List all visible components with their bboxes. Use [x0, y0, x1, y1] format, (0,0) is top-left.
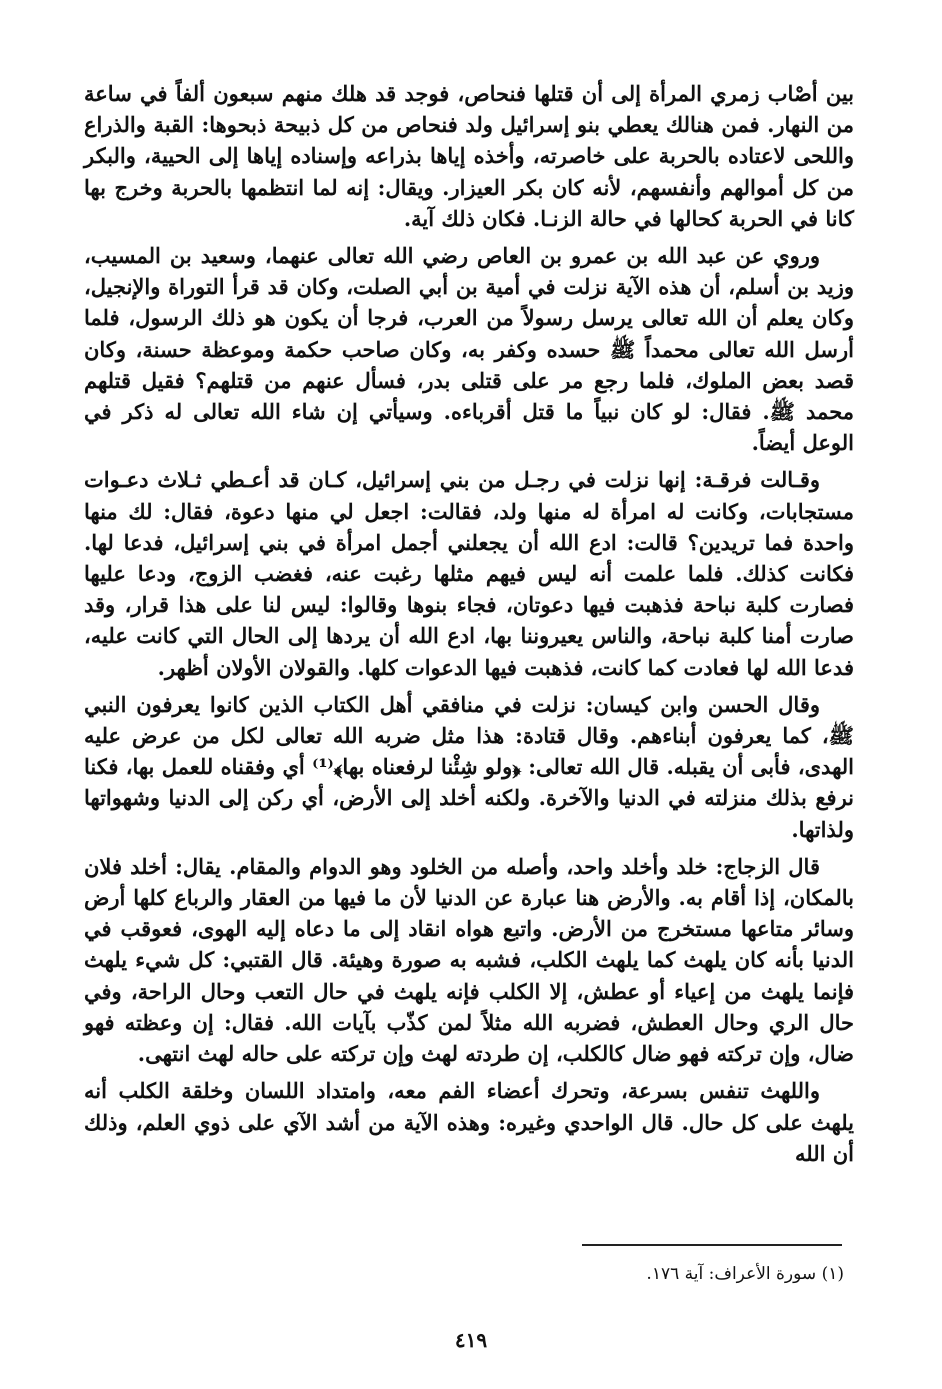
paragraph-3: وقـالت فرقـة: إنها نزلت في رجـل من بني إسرائيل، كـان قد أعـطي ثـلاث دعـوات مستجابات، وكانت له امرأة له منها ولد، فقالت: اجعل لي منها دعوة، فقال: لك منها واحدة فما تريدين؟ قالت: ادع الله أن يجعلني أجمل امرأة في بني إسرائيل، فدعا لها. فكانت كذلك. فلما علمت أنه ليس فيهم مثلها رغبت عنه، فغضب الزوج، ودعا عليها فصارت كلبة نباحة فذهبت فيها دعوتان، فجاء بنوها وقالوا: ليس لنا على هذا قرار، وقد صارت أمنا كلبة نباحة، والناس يعيروننا بها، ادع الله أن يردها إلى الحال التي كانت عليه، فدعا الله لها فعادت كما كانت، فذهبت فيها الدعوات كلها. والقولان الأولان أظهر.	[84, 467, 854, 680]
paragraph-5: قال الزجاج: خلد وأخلد واحد، وأصله من الخلود وهو الدوام والمقام. يقال: أخلد فلان بالمكان، إذا أقام به. والأرض هنا عبارة عن الدنيا لأن ما فيها من العقار والرباع كلها أرض وسائر متاعها مستخرج من الأرض. واتبع هواه انقاد إلى ما دعاه إليه الهوى، فعوقب في الدنيا بأنه كان يلهث كما يلهث الكلب، فشبه به صورة وهيئة. قال القتبي: كل شيء يلهث فإنما يلهث من إعياء أو عطش، إلا الكلب فإنه يلهث في حال التعب وحال الراحة، وفي حال الري وحال العطش، فضربه الله مثلاً لمن كذّب بآيات الله. فقال: إن وعظته فهو ضال، وإن تركته فهو ضال كالكلب، إن طردته لهث وإن تركته على حاله لهث انتهى.	[84, 853, 854, 1067]
page-number: ٤١٩	[454, 1328, 488, 1352]
paragraph-2: وروي عن عبد الله بن عمرو بن العاص رضي الله تعالى عنهما، وسعيد بن المسيب، وزيد بن أسلم، أن هذه الآية نزلت في أمية بن أبي الصلت، وكان قد قرأ التوراة والإنجيل، وكان يعلم أن الله تعالى يرسل رسولاً من العرب، فرجا أن يكون هو ذلك الرسول، فلما أرسل الله تعالى محمداً ﷺ حسده وكفر به، وكان صاحب حكمة وموعظة حسنة، وكان قصد بعض الملوك، فلما رجع مر على قتلى بدر، فسأل عنهم من قتلهم؟ فقيل قتلهم محمد ﷺ. فقال: لو كان نبياً ما قتل أقرباءه. وسيأتي إن شاء الله تعالى له ذكر في الوعل أيضاً.	[84, 243, 854, 456]
paragraph-4: وقال الحسن وابن كيسان: نزلت في منافقي أهل الكتاب الذين كانوا يعرفون النبي ﷺ، كما يعرفون أبناءهم. وقال قتادة: هذا مثل ضربه الله تعالى لكل من عرض عليه الهدى، فأبى أن يقبله. قال الله تعالى: ﴿ولو شِئْنا لرفعناه بها﴾⁽¹⁾ أي وفقناه للعمل بها، فكنا نرفع بذلك منزلته في الدنيا والآخرة. ولكنه أخلد إلى الأرض، أي ركن إلى الدنيا وشهواتها ولذاتها.	[84, 691, 854, 842]
footnote: (١) سورة الأعراف: آية ١٧٦.	[646, 1264, 844, 1284]
paragraph-6: واللهث تنفس بسرعة، وتحرك أعضاء الفم معه، وامتداد اللسان وخلقة الكلب أنه يلهث على كل حال. قال الواحدي وغيره: وهذه الآية من أشد الآي على ذوي العلم، وذلك أن الله	[84, 1078, 854, 1166]
page-body	[84, 78, 854, 1175]
paragraph-1: بين أصْاب زمري المرأة إلى أن قتلها فنحاص، فوجد قد هلك منهم سبعون ألفاً في ساعة من النهار. فمن هنالك يعطي بنو إسرائيل ولد فنحاص من كل ذبيحة ذبحوها: القبة والذراع واللحى لاعتاده بالحربة على خاصرته، وأخذه إياها بذراعه وإسناده إياها إلى الحيية، والبكر من كل أموالهم وأنفسهم، لأنه كان بكر العيزار. ويقال: إنه لما انتظمها بالحربة وخرج بها كانا في الحربة كحالها في حالة الزنـا. فكان ذلك آية.	[84, 81, 854, 231]
footnote-divider	[582, 1244, 842, 1246]
